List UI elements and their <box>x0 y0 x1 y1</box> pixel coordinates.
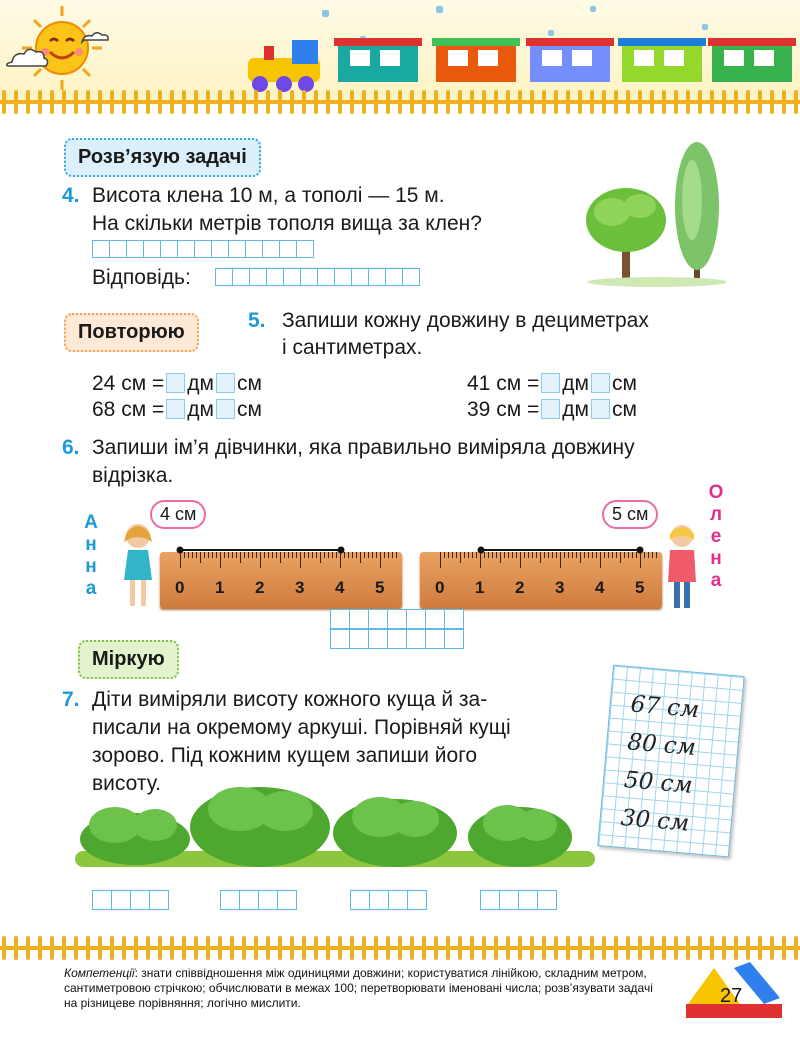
task6-answer-cells[interactable] <box>330 609 463 649</box>
task4-answer-label: Відповідь: <box>92 266 191 289</box>
task7-number: 7. <box>62 688 80 711</box>
speech-bubble-right: 5 см <box>602 500 658 529</box>
bush-1-icon <box>80 807 190 865</box>
answer-box[interactable] <box>591 373 610 393</box>
answer-cell[interactable] <box>266 268 284 286</box>
answer-cell[interactable] <box>317 268 335 286</box>
maple-tree-icon <box>586 188 666 280</box>
answer-cell[interactable] <box>407 890 427 910</box>
answer-cell[interactable] <box>351 268 369 286</box>
bush-4-answer-cells[interactable] <box>480 890 556 910</box>
answer-cell[interactable] <box>262 240 280 258</box>
answer-cell[interactable] <box>425 609 445 629</box>
bush-3-answer-cells[interactable] <box>350 890 426 910</box>
answer-cell[interactable] <box>194 240 212 258</box>
answer-cell[interactable] <box>330 609 350 629</box>
answer-cell[interactable] <box>92 240 110 258</box>
answer-cell[interactable] <box>444 609 464 629</box>
answer-cell[interactable] <box>368 609 388 629</box>
answer-cell[interactable] <box>368 268 386 286</box>
answer-box[interactable] <box>216 399 235 419</box>
task4-solution-cells[interactable] <box>92 240 313 258</box>
answer-cell[interactable] <box>330 629 350 649</box>
answer-cell[interactable] <box>388 890 408 910</box>
answer-cell[interactable] <box>258 890 278 910</box>
task5-item-1: 24 см = дм см <box>92 372 262 395</box>
task7-line2: писали на окремому аркуші. Порівняй кущі <box>92 716 511 739</box>
bottom-fence-decoration <box>0 934 800 962</box>
task4-answer-cells[interactable] <box>215 268 419 286</box>
answer-cell[interactable] <box>350 890 370 910</box>
trees-illustration <box>582 140 732 290</box>
competence-note: Компетенції: знати співвідношення між одиницями довжини; користуватися лінійкою, складним метром, сантиметровою стрічкою; обчислювати в межах 100; перетворювати іменовані числа; розв’язувати задачі на різницеве порівняння; логічно мислити. <box>64 966 653 1010</box>
answer-cell[interactable] <box>220 890 240 910</box>
answer-box[interactable] <box>166 373 185 393</box>
task5-item-4: 39 см = дм см <box>467 398 637 421</box>
ruler-label: 3 <box>295 578 305 597</box>
bush-3-icon <box>333 797 457 867</box>
decor-dots <box>322 6 708 42</box>
answer-cell[interactable] <box>300 268 318 286</box>
sheet-value-4: 30 см <box>619 804 691 837</box>
task6-line1: Запиши ім’я дівчинки, яка правильно виміряла довжину <box>92 436 635 459</box>
girl-olena-icon <box>662 522 702 612</box>
task7-line4: висоту. <box>92 772 161 795</box>
answer-box[interactable] <box>541 373 560 393</box>
page-number: 27 <box>720 985 743 1007</box>
answer-cell[interactable] <box>518 890 538 910</box>
answer-box[interactable] <box>216 373 235 393</box>
ruler-label: 1 <box>215 578 225 597</box>
girl-anna-icon <box>118 520 158 612</box>
answer-cell[interactable] <box>126 240 144 258</box>
answer-cell[interactable] <box>296 240 314 258</box>
ruler-left <box>160 552 402 608</box>
answer-cell[interactable] <box>444 629 464 649</box>
bush-2-answer-cells[interactable] <box>220 890 296 910</box>
task5-item-3: 68 см = дм см <box>92 398 262 421</box>
answer-cell[interactable] <box>239 890 259 910</box>
task5-line2: і сантиметрах. <box>282 336 423 359</box>
segment-right <box>478 547 644 554</box>
ruler-label: 3 <box>555 578 565 597</box>
answer-box[interactable] <box>541 399 560 419</box>
bush-4-icon <box>468 805 572 867</box>
ruler-label: 1 <box>475 578 485 597</box>
answer-cell[interactable] <box>249 268 267 286</box>
ruler-label: 2 <box>515 578 525 597</box>
answer-cell[interactable] <box>109 240 127 258</box>
train-locomotive-icon <box>248 40 320 92</box>
ruler-right <box>420 552 662 608</box>
task7-line1: Діти виміряли висоту кожного куща й за- <box>92 688 488 711</box>
poplar-tree-icon <box>675 142 719 282</box>
answer-cell[interactable] <box>160 240 178 258</box>
top-fence-decoration <box>0 88 800 116</box>
answer-cell[interactable] <box>480 890 500 910</box>
answer-box[interactable] <box>591 399 610 419</box>
answer-cell[interactable] <box>143 240 161 258</box>
ruler-label: 0 <box>175 578 185 597</box>
answer-cell[interactable] <box>232 268 250 286</box>
answer-cell[interactable] <box>177 240 195 258</box>
answer-cell[interactable] <box>385 268 403 286</box>
answer-cell[interactable] <box>406 609 426 629</box>
bush-2-icon <box>190 787 330 867</box>
answer-cell[interactable] <box>228 240 246 258</box>
task4-line1: Висота клена 10 м, а тополі — 15 м. <box>92 184 445 207</box>
answer-cell[interactable] <box>387 629 407 649</box>
answer-cell[interactable] <box>369 890 389 910</box>
answer-cell[interactable] <box>387 609 407 629</box>
ruler-label: 5 <box>375 578 385 597</box>
answer-cell[interactable] <box>215 268 233 286</box>
answer-cell[interactable] <box>334 268 352 286</box>
answer-cell[interactable] <box>279 240 297 258</box>
name-anna-vertical: А н н а <box>84 512 98 599</box>
task6-number: 6. <box>62 436 80 459</box>
answer-cell[interactable] <box>402 268 420 286</box>
answer-cell[interactable] <box>92 890 112 910</box>
answer-cell[interactable] <box>425 629 445 649</box>
task5-number: 5. <box>248 309 266 332</box>
ruler-label: 5 <box>635 578 645 597</box>
segment-left <box>177 547 345 554</box>
sun-icon <box>22 6 102 90</box>
task4-line2: На скільки метрів тополя вища за клен? <box>92 212 482 235</box>
answer-cell[interactable] <box>406 629 426 649</box>
sheet-value-2: 80 см <box>626 729 697 762</box>
task4-number: 4. <box>62 184 80 207</box>
sheet-value-1: 67 см <box>629 691 701 724</box>
section-tag-repeat: Повторюю <box>64 313 199 352</box>
answer-cell[interactable] <box>245 240 263 258</box>
ruler-label: 4 <box>335 578 345 597</box>
name-olena-vertical: О л е н а <box>708 482 724 591</box>
bushes-illustration <box>75 775 595 875</box>
task5-item-2: 41 см = дм см <box>467 372 637 395</box>
task6-line2: відрізка. <box>92 464 174 487</box>
bush-1-answer-cells[interactable] <box>92 890 168 910</box>
answer-cell[interactable] <box>283 268 301 286</box>
answer-cell[interactable] <box>277 890 297 910</box>
answer-cell[interactable] <box>211 240 229 258</box>
task5-line1: Запиши кожну довжину в дециметрах <box>282 309 649 332</box>
sheet-value-3: 50 см <box>623 767 694 799</box>
segments-layer <box>160 540 680 560</box>
speech-bubble-left: 4 см <box>150 500 206 529</box>
train-wagons-icon <box>334 38 796 82</box>
ruler-label: 4 <box>595 578 605 597</box>
ruler-label: 2 <box>255 578 265 597</box>
answer-cell[interactable] <box>349 609 369 629</box>
answer-cell[interactable] <box>537 890 557 910</box>
section-tag-think: Міркую <box>78 640 179 679</box>
answer-cell[interactable] <box>130 890 150 910</box>
measurement-sheet <box>597 665 744 858</box>
answer-cell[interactable] <box>368 629 388 649</box>
answer-cell[interactable] <box>349 629 369 649</box>
task7-line3: зорово. Під кожним кущем запиши його <box>92 744 478 767</box>
ruler-label: 0 <box>435 578 445 597</box>
answer-box[interactable] <box>166 399 185 419</box>
section-tag-solve: Розв’язую задачі <box>64 138 261 177</box>
answer-cell[interactable] <box>499 890 519 910</box>
answer-cell[interactable] <box>149 890 169 910</box>
answer-cell[interactable] <box>111 890 131 910</box>
